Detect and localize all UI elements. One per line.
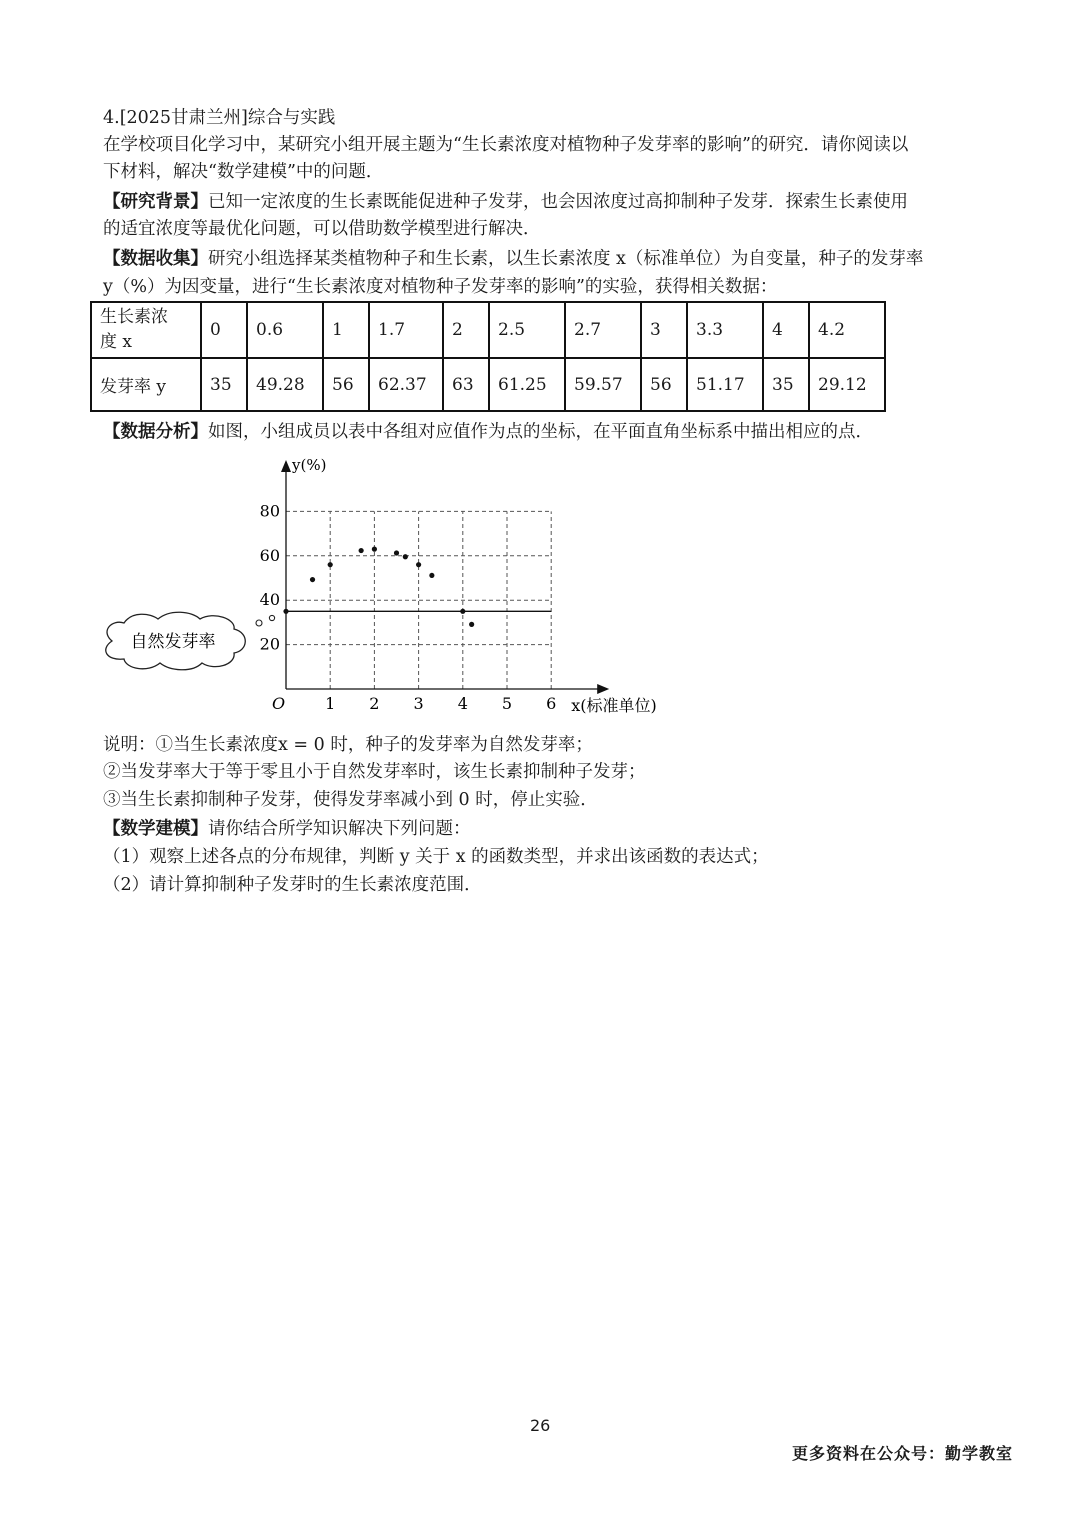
collect-line-2: y（%）为因变量，进行“生长素浓度对植物种子发芽率的影响”的实验，获得相关数据： — [103, 277, 778, 297]
callout-tail-dot — [256, 620, 262, 626]
origin-label: O — [272, 694, 286, 713]
table-cell: 62.37 — [369, 358, 443, 411]
callout-tail-dot — [269, 615, 274, 620]
scatter-chart — [0, 440, 1080, 730]
data-point — [469, 622, 474, 627]
analysis-text: 如图，小组成员以表中各组对应值作为点的坐标，在平面直角坐标系中描出相应的点． — [208, 422, 873, 442]
analysis-label: 【数据分析】 — [103, 422, 208, 442]
model-paragraph — [103, 817, 471, 841]
table-header-y: 发芽率 y — [91, 358, 201, 411]
table-cell: 56 — [323, 358, 369, 411]
table-header-x-line-1: 生长素浓 — [100, 307, 168, 327]
note-2: ②当发芽率大于等于零且小于自然发芽率时，该生长素抑制种子发芽； — [103, 762, 646, 782]
table-cell: 1.7 — [369, 302, 443, 358]
table-cell: 63 — [443, 358, 489, 411]
background-line-2: 的适宜浓度等最优化问题，可以借助数学模型进行解决． — [103, 219, 541, 239]
table-cell: 51.17 — [687, 358, 763, 411]
data-point — [359, 548, 364, 553]
table-header-x — [91, 302, 201, 358]
table-cell: 2 — [443, 302, 489, 358]
y-tick-label: 20 — [259, 634, 280, 654]
data-point — [416, 562, 421, 567]
collect-text: 研究小组选择某类植物种子和生长素，以生长素浓度 x（标准单位）为自变量，种子的发芽率 — [208, 249, 924, 269]
y-axis-arrow — [281, 460, 291, 472]
data-point — [372, 547, 377, 552]
x-tick-label: 4 — [457, 694, 468, 713]
table-cell: 35 — [201, 358, 247, 411]
data-point — [403, 554, 408, 559]
table-cell: 2.7 — [565, 302, 641, 358]
table-cell: 35 — [763, 358, 809, 411]
intro-line-1: 在学校项目化学习中，某研究小组开展主题为“生长素浓度对植物种子发芽率的影响”的研究．请你阅读以 — [103, 135, 909, 155]
background-label: 【研究背景】 — [103, 192, 208, 212]
model-text: 请你结合所学知识解决下列问题： — [208, 819, 471, 839]
x-axis-label: x(标准单位) — [571, 696, 657, 715]
table-cell: 1 — [323, 302, 369, 358]
data-point — [283, 609, 288, 614]
data-table — [90, 301, 886, 412]
data-point — [429, 573, 434, 578]
background-text: 已知一定浓度的生长素既能促进种子发芽，也会因浓度过高抑制种子发芽．探索生长素使用 — [208, 192, 908, 212]
data-point — [394, 550, 399, 555]
table-cell: 0.6 — [247, 302, 323, 358]
table-cell: 29.12 — [809, 358, 885, 411]
y-tick-label: 80 — [259, 501, 280, 521]
intro-line-2: 下材料，解决“数学建模”中的问题． — [103, 162, 384, 182]
question-1: （1）观察上述各点的分布规律，判断 y 关于 x 的函数类型，并求出该函数的表达式； — [103, 847, 769, 867]
data-point — [328, 562, 333, 567]
problem-header: 4.[2025甘肃兰州]综合与实践 — [103, 108, 336, 128]
chart-grid — [286, 511, 551, 689]
chart-labels — [260, 456, 657, 715]
table-cell: 0 — [201, 302, 247, 358]
collect-paragraph — [103, 247, 923, 271]
table-cell: 56 — [641, 358, 687, 411]
x-tick-label: 6 — [546, 694, 557, 713]
table-row-y — [91, 358, 885, 411]
table-cell: 49.28 — [247, 358, 323, 411]
table-cell: 3.3 — [687, 302, 763, 358]
table-cell: 4 — [763, 302, 809, 358]
table-cell: 3 — [641, 302, 687, 358]
table-cell: 4.2 — [809, 302, 885, 358]
table-cell: 59.57 — [565, 358, 641, 411]
data-point — [460, 609, 465, 614]
y-tick-label: 40 — [259, 590, 280, 610]
table-cell: 61.25 — [489, 358, 565, 411]
y-axis-label: y(%) — [292, 456, 327, 474]
data-point — [310, 577, 315, 582]
collect-label: 【数据收集】 — [103, 249, 208, 269]
model-label: 【数学建模】 — [103, 819, 208, 839]
y-tick-label: 60 — [259, 545, 280, 565]
note-3: ③当生长素抑制种子发芽，使得发芽率减小到 0 时，停止实验． — [103, 790, 598, 810]
background-paragraph — [103, 190, 908, 214]
x-axis-arrow — [597, 684, 609, 694]
table-row-x — [91, 302, 885, 358]
question-2: （2）请计算抑制种子发芽时的生长素浓度范围． — [103, 875, 482, 895]
callout-text: 自然发芽率 — [130, 632, 216, 652]
x-tick-label: 2 — [369, 694, 380, 713]
x-tick-label: 3 — [413, 694, 424, 713]
table-header-x-line-2: 度 x — [100, 332, 132, 352]
x-tick-label: 1 — [325, 694, 336, 713]
x-tick-label: 5 — [501, 694, 513, 713]
callout-cloud — [106, 612, 275, 670]
footer-note: 更多资料在公众号：勤学教室 — [792, 1444, 1014, 1463]
note-1: 说明：①当生长素浓度x = 0 时，种子的发芽率为自然发芽率； — [103, 735, 593, 755]
data-points — [283, 547, 474, 627]
page-number: 26 — [530, 1416, 551, 1435]
table-cell: 2.5 — [489, 302, 565, 358]
